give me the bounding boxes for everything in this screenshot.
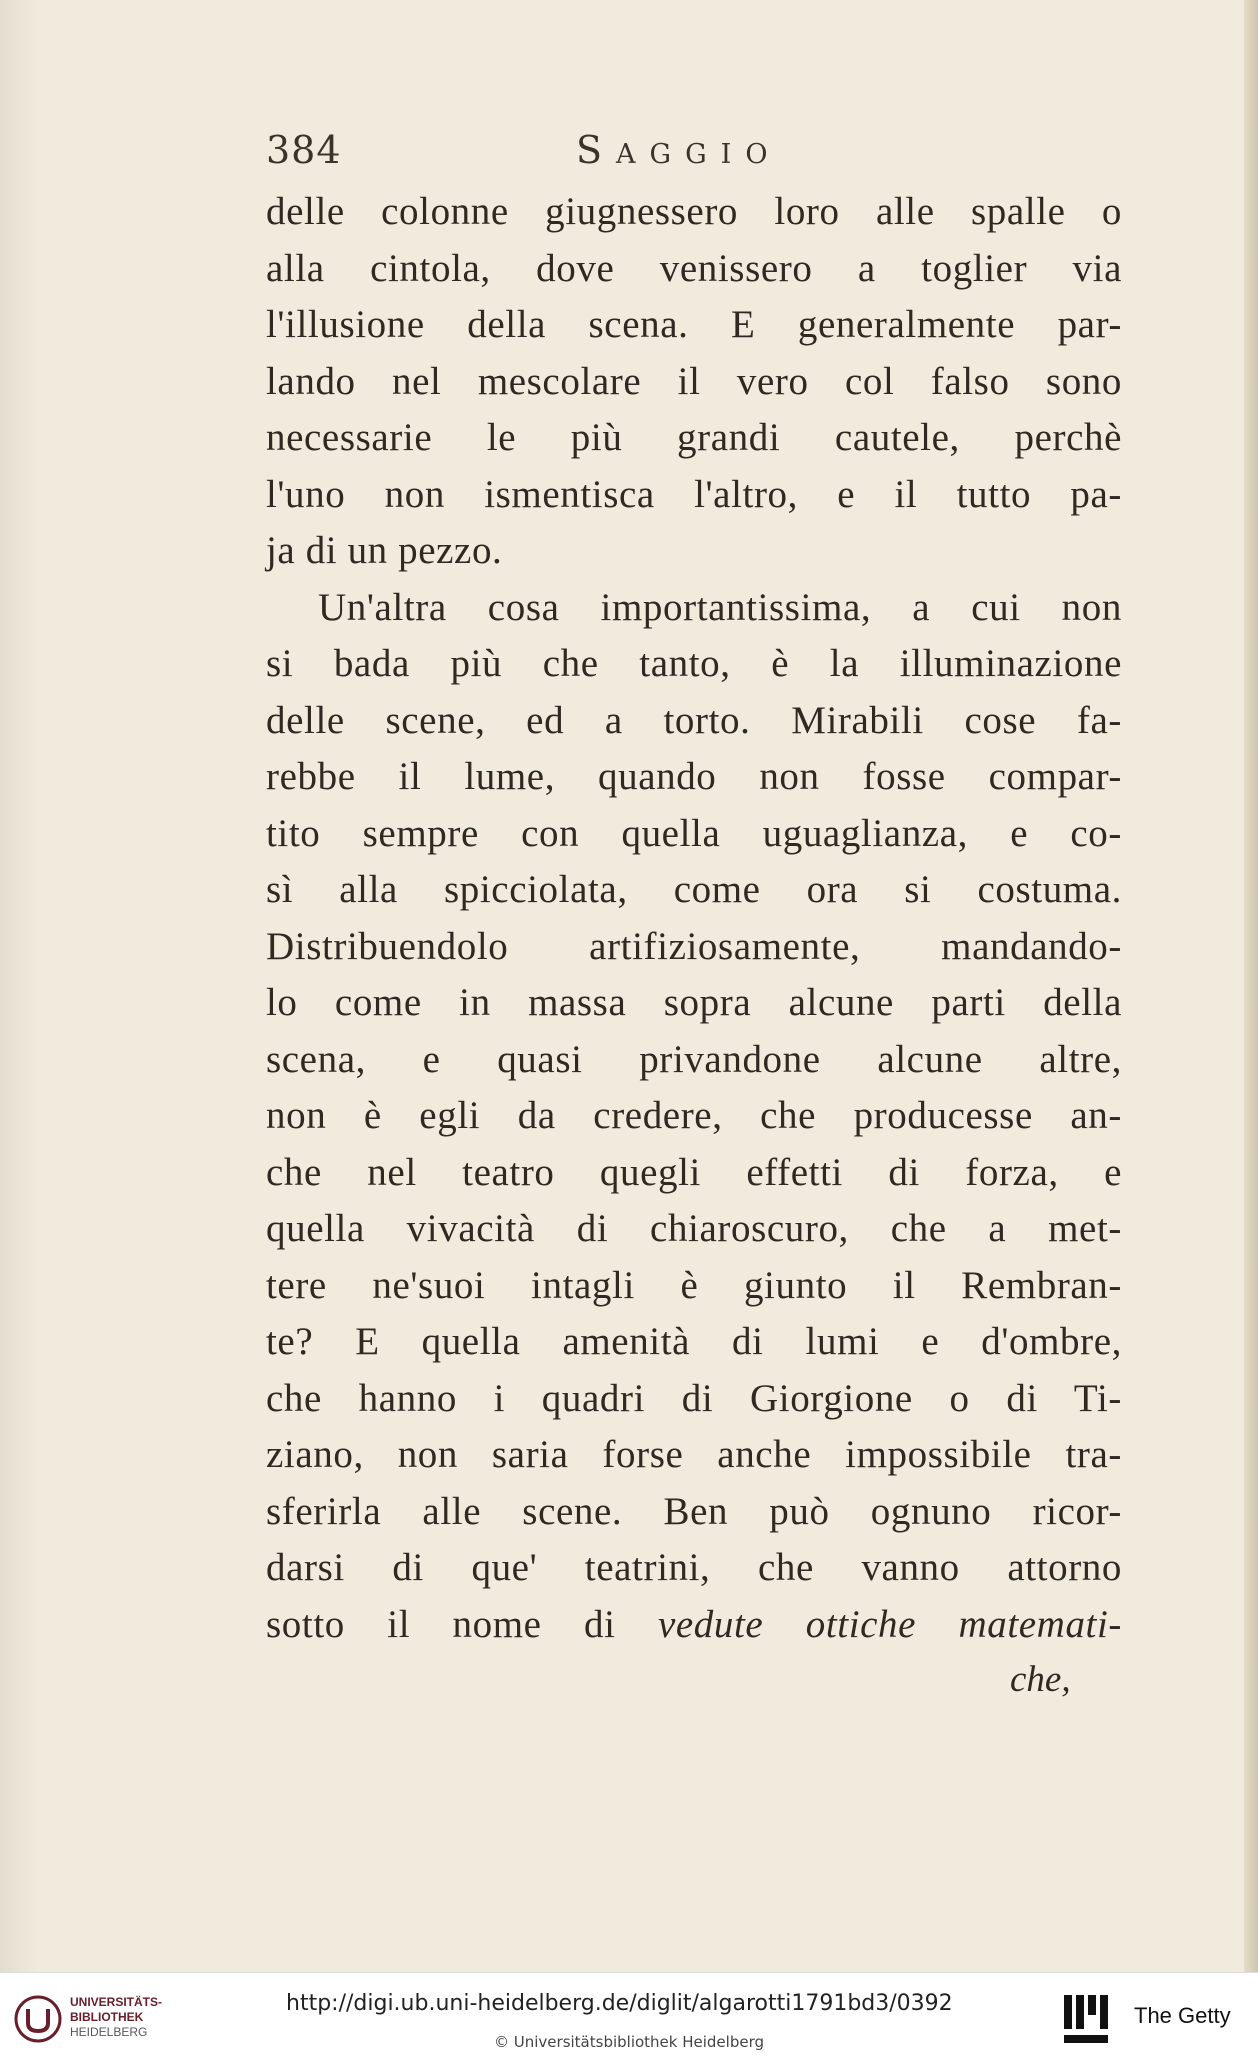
text-line: che nel teatro quegli effetti di forza, e [266, 1150, 1122, 1194]
text-line: sferirla alle scene. Ben può ognuno ricor- [266, 1489, 1122, 1533]
page-shadow [0, 0, 40, 1972]
text-line: necessarie le più grandi cautele, perchè [266, 416, 1122, 459]
text-line: lando nel mescolare il vero col falso sono [266, 359, 1122, 403]
page-number: 384 [266, 128, 342, 172]
text-line: quella vivacità di chiaroscuro, che a met- [266, 1207, 1122, 1250]
text-line: che hanno i quadri di Giorgione o di Ti- [266, 1376, 1122, 1420]
university-library-logo[interactable] [14, 1995, 62, 2043]
library-name-line: HEIDELBERG [70, 2025, 148, 2039]
text-line: tere ne'suoi intagli è giunto il Rembran- [266, 1263, 1122, 1307]
text-line: lo come in massa sopra alcune parti della [266, 981, 1122, 1024]
text-line: si bada più che tanto, è la illuminazione [266, 642, 1122, 685]
page-header [266, 128, 1122, 188]
text-line: Un'altra cosa importantissima, a cui non [318, 585, 1122, 629]
text-line: scena, e quasi privandone alcune altre, [266, 1037, 1122, 1081]
text-line: delle colonne giugnessero loro alle spalle o [266, 190, 1122, 233]
text-line: te? E quella amenità di lumi e d'ombre, [266, 1320, 1122, 1363]
library-name-line: BIBLIOTHEK [70, 2010, 144, 2024]
text-line: l'uno non ismentisca l'altro, e il tutto pa- [266, 472, 1122, 516]
permalink-url[interactable]: http://digi.ub.uni-heidelberg.de/diglit/algarotti1791bd3/0392 [286, 1991, 953, 2016]
text-line: darsi di que' teatrini, che vanno attorno [266, 1546, 1122, 1589]
text-line: delle scene, ed a torto. Mirabili cose fa- [266, 698, 1122, 742]
catchword: che, [1010, 1659, 1071, 1700]
text-line: Distribuendolo artifiziosamente, mandando- [266, 924, 1122, 968]
text-line: sì alla spicciolata, come ora si costuma. [266, 868, 1122, 911]
text-line: non è egli da credere, che producesse an- [266, 1094, 1122, 1137]
viewer-footer [0, 1972, 1258, 2065]
text-line: ja di un pezzo. [266, 529, 503, 572]
text-line-final [266, 1597, 1122, 1654]
library-name-line: UNIVERSITÄTS- [70, 1995, 163, 2009]
page-edge [1244, 0, 1258, 1972]
getty-logo[interactable] [1060, 1991, 1112, 2049]
text-line: ziano, non saria forse anche impossibile tra- [266, 1433, 1122, 1476]
body-text [266, 184, 1122, 1653]
final-line-italic: vedute ottiche matemati- [657, 1602, 1122, 1646]
text-line: l'illusione della scena. E generalmente par- [266, 303, 1122, 346]
text-line: tito sempre con quella uguaglianza, e co- [266, 811, 1122, 855]
text-line: rebbe il lume, quando non fosse compar- [266, 755, 1122, 798]
library-name [70, 1995, 162, 2040]
text-line: alla cintola, dove venissero a toglier via [266, 246, 1122, 290]
partner-name: The Getty [1134, 2003, 1231, 2028]
running-title: Saggio [576, 128, 782, 172]
final-line-text: sotto il nome di [266, 1602, 658, 1646]
copyright-notice: © Universitätsbibliothek Heidelberg [494, 2033, 765, 2051]
